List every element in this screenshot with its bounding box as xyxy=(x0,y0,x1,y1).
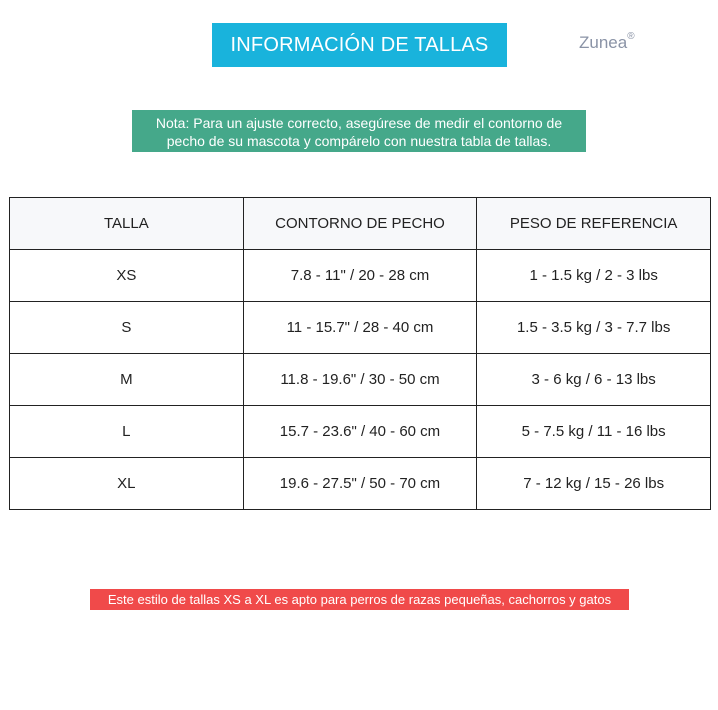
table-row xyxy=(10,302,711,354)
table-row xyxy=(10,406,711,458)
cell-size: L xyxy=(10,406,244,458)
cell-size: M xyxy=(10,354,244,406)
header-size: TALLA xyxy=(10,198,244,250)
cell-chest: 15.7 - 23.6" / 40 - 60 cm xyxy=(243,406,477,458)
cell-weight: 5 - 7.5 kg / 11 - 16 lbs xyxy=(477,406,711,458)
suitability-note: Este estilo de tallas XS a XL es apto para perros de razas pequeñas, cachorros y gatos xyxy=(90,589,629,610)
table-row xyxy=(10,250,711,302)
brand-logo xyxy=(579,33,635,53)
cell-weight: 1 - 1.5 kg / 2 - 3 lbs xyxy=(477,250,711,302)
cell-size: XS xyxy=(10,250,244,302)
cell-weight: 3 - 6 kg / 6 - 13 lbs xyxy=(477,354,711,406)
note-line-1: Nota: Para un ajuste correcto, asegúrese de medir el contorno de xyxy=(155,115,563,131)
table-header-row xyxy=(10,198,711,250)
brand-name: Zunea xyxy=(579,33,628,52)
measurement-note xyxy=(132,110,586,152)
cell-chest: 11.8 - 19.6" / 30 - 50 cm xyxy=(243,354,477,406)
cell-weight: 7 - 12 kg / 15 - 26 lbs xyxy=(477,458,711,510)
registered-mark: ® xyxy=(627,31,635,43)
cell-chest: 11 - 15.7" / 28 - 40 cm xyxy=(243,302,477,354)
table-row xyxy=(10,354,711,406)
page-title: INFORMACIÓN DE TALLAS xyxy=(212,23,507,67)
cell-weight: 1.5 - 3.5 kg / 3 - 7.7 lbs xyxy=(477,302,711,354)
cell-size: XL xyxy=(10,458,244,510)
header-chest: CONTORNO DE PECHO xyxy=(243,198,477,250)
cell-size: S xyxy=(10,302,244,354)
cell-chest: 7.8 - 11" / 20 - 28 cm xyxy=(243,250,477,302)
note-line-2: pecho de su mascota y compárelo con nuestra tabla de tallas. xyxy=(166,133,552,149)
table-row xyxy=(10,458,711,510)
size-chart-table xyxy=(9,197,711,510)
header-weight: PESO DE REFERENCIA xyxy=(477,198,711,250)
cell-chest: 19.6 - 27.5" / 50 - 70 cm xyxy=(243,458,477,510)
